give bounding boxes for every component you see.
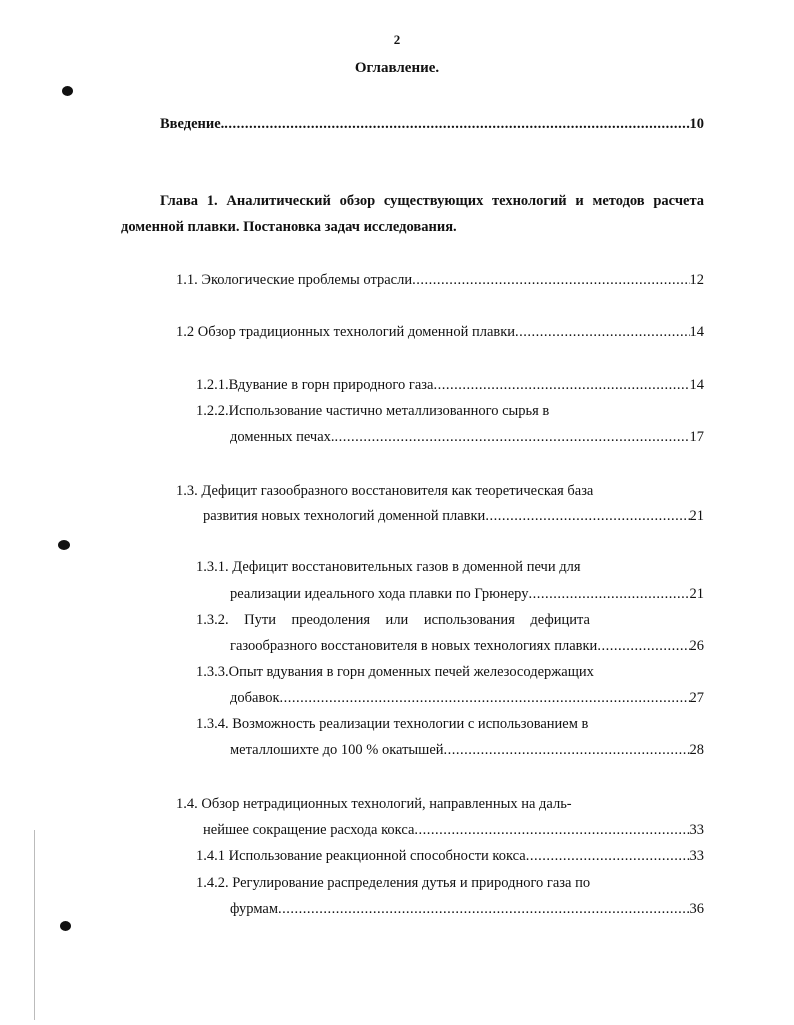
toc-entry-text: 1.2.1.Вдувание в горн природного газа	[196, 377, 434, 393]
toc-entry-text: реализации идеального хода плавки по Грюнеру	[230, 586, 529, 602]
toc-entry-1-2-2-line-1: 1.2.2.Использование частично металлизованного сырья в	[196, 403, 550, 419]
toc-leader-dots	[433, 375, 689, 395]
toc-leader-dots	[444, 740, 690, 760]
toc-entry-1-4-2	[230, 899, 704, 919]
toc-entry-1-3	[203, 506, 704, 526]
toc-entry-page: 12	[689, 272, 704, 288]
toc-entry-text: 1.1. Экологические проблемы отрасли	[176, 272, 413, 288]
toc-entry-1-1	[176, 270, 704, 290]
toc-entry-1-3-2-line-1: 1.3.2. Пути преодоления или использования дефицита	[196, 612, 590, 628]
toc-entry-1-3-4	[230, 740, 704, 760]
toc-entry-page: 36	[689, 901, 704, 917]
toc-entry-page: 14	[689, 377, 704, 393]
toc-entry-page: 26	[689, 638, 704, 654]
toc-entry-1-3-1-line-1: 1.3.1. Дефицит восстановительных газов в доменной печи для	[196, 559, 581, 575]
chapter-1-heading-line-2: доменной плавки. Постановка задач исследования.	[121, 219, 457, 235]
toc-leader-dots	[412, 270, 689, 290]
toc-leader-dots	[278, 899, 689, 919]
toc-entry-text: развития новых технологий доменной плавки	[203, 508, 486, 524]
toc-entry-1-4-line-1: 1.4. Обзор нетрадиционных технологий, направленных на даль-	[176, 796, 572, 812]
toc-entry-text: металлошихте до 100 % окатышей	[230, 742, 444, 758]
toc-entry-1-2-2	[230, 427, 704, 447]
toc-entry-page: 33	[689, 848, 704, 864]
toc-entry-1-3-3-line-1: 1.3.3.Опыт вдувания в горн доменных печей железосодержащих	[196, 664, 594, 680]
toc-entry-page: 21	[689, 586, 704, 602]
toc-leader-dots	[515, 322, 689, 342]
toc-leader-dots	[414, 820, 689, 840]
toc-entry-1-2-1	[196, 375, 704, 395]
toc-entry-1-4	[203, 820, 704, 840]
toc-leader-dots	[597, 636, 689, 656]
toc-entry-1-4-2-line-1: 1.4.2. Регулирование распределения дутья и природного газа по	[196, 875, 591, 891]
toc-entry-1-3-3	[230, 688, 704, 708]
toc-entry-page: 33	[689, 822, 704, 838]
toc-entry-text: доменных печах.	[230, 429, 335, 445]
toc-entry-page: 27	[689, 690, 704, 706]
toc-leader-dots	[529, 584, 690, 604]
toc-entry-text: 1.4.1 Использование реакционной способности кокса	[196, 848, 526, 864]
scan-hole-mark	[58, 540, 70, 550]
toc-leader-dots	[224, 114, 689, 134]
page-title: Оглавление.	[354, 60, 440, 76]
scan-edge-line	[34, 830, 35, 1020]
toc-leader-dots	[526, 846, 690, 866]
toc-entry-text: нейшее сокращение расхода кокса	[203, 822, 415, 838]
chapter-1-heading-line-1: Глава 1. Аналитический обзор существующих технологий и методов расчета	[160, 193, 704, 209]
toc-entry-text: газообразного восстановителя в новых технологиях плавки	[230, 638, 598, 654]
toc-entry-text: фурмам	[230, 901, 279, 917]
toc-entry-1-3-4-line-1: 1.3.4. Возможность реализации технологии с использованием в	[196, 716, 589, 732]
toc-entry-page: 17	[689, 429, 704, 445]
toc-entry-text: добавок	[230, 690, 280, 706]
toc-leader-dots	[279, 688, 689, 708]
toc-entry-page: 21	[689, 508, 704, 524]
toc-entry-intro	[160, 114, 704, 134]
toc-entry-1-2	[176, 322, 704, 342]
toc-leader-dots	[485, 506, 689, 526]
toc-entry-1-4-1	[196, 846, 704, 866]
page-number: 2	[393, 32, 401, 47]
toc-entry-page: 14	[689, 324, 704, 340]
scan-hole-mark	[60, 921, 71, 931]
toc-entry-1-3-line-1: 1.3. Дефицит газообразного восстановителя как теоретическая база	[176, 483, 594, 499]
toc-leader-dots	[335, 427, 690, 447]
toc-entry-1-3-1	[230, 584, 704, 604]
scan-hole-mark	[62, 86, 73, 96]
toc-entry-page: 28	[689, 742, 704, 758]
toc-entry-text: Введение.	[160, 116, 225, 132]
toc-entry-text: 1.2 Обзор традиционных технологий доменной плавки	[176, 324, 516, 340]
toc-entry-page: 10	[689, 116, 704, 132]
toc-entry-1-3-2	[230, 636, 704, 656]
